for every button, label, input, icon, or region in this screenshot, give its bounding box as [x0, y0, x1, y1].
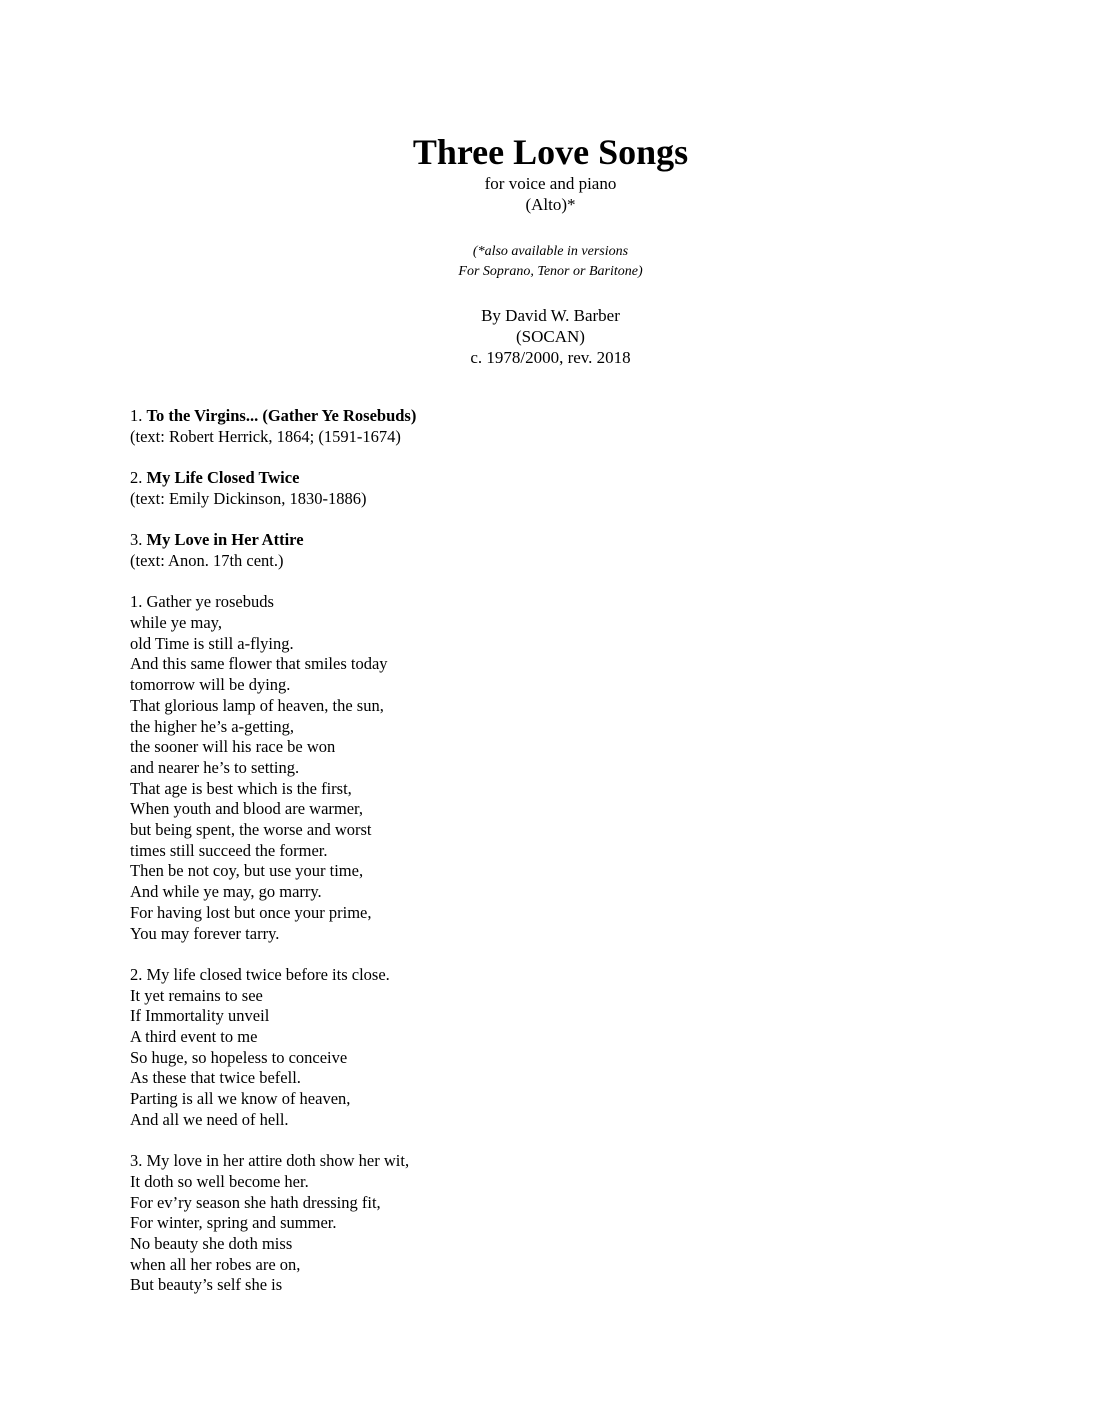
song-entry-2 [130, 468, 930, 509]
lyric-line: It yet remains to see [130, 985, 263, 1005]
lyric-line: And this same flower that smiles today [130, 654, 388, 674]
lyrics-stanza-2 [130, 965, 930, 1131]
lyric-line: A third event to me [130, 1027, 258, 1047]
versions-note-line-1: (*also available in versions [472, 244, 629, 259]
song-entry-3 [130, 530, 930, 571]
lyric-line: and nearer he’s to setting. [130, 757, 300, 777]
lyric-line: If Immortality unveil [130, 1006, 270, 1026]
byline-affiliation: (SOCAN) [516, 327, 585, 346]
lyric-line: And all we need of hell. [130, 1109, 289, 1129]
lyric-line: while ye may, [130, 612, 222, 632]
song-credit: (text: Anon. 17th cent.) [130, 550, 284, 570]
lyric-line: the higher he’s a-getting, [130, 716, 295, 736]
lyric-line: when all her robes are on, [130, 1254, 301, 1274]
lyric-line: 1. Gather ye rosebuds [130, 592, 274, 612]
lyric-line: You may forever tarry. [130, 923, 280, 943]
lyric-line: old Time is still a-flying. [130, 633, 294, 653]
versions-note-line-2: For Soprano, Tenor or Baritone) [458, 264, 643, 279]
subtitle-instrumentation: for voice and piano [484, 174, 617, 193]
song-number: 2. [130, 468, 147, 488]
lyric-line: So huge, so hopeless to conceive [130, 1047, 348, 1067]
lyric-line: the sooner will his race be won [130, 737, 336, 757]
byline-date: c. 1978/2000, rev. 2018 [470, 348, 631, 367]
lyric-line: 3. My love in her attire doth show her wit, [130, 1151, 410, 1171]
song-list [130, 406, 930, 572]
lyric-line: 2. My life closed twice before its close. [130, 964, 390, 984]
lyric-line: That glorious lamp of heaven, the sun, [130, 695, 384, 715]
document-header [0, 131, 1101, 368]
document-body [130, 406, 930, 1296]
song-title: My Life Closed Twice [146, 468, 300, 488]
lyric-line: For ev’ry season she hath dressing fit, [130, 1192, 381, 1212]
lyric-line: tomorrow will be dying. [130, 675, 291, 695]
lyric-line: Parting is all we know of heaven, [130, 1089, 351, 1109]
song-credit: (text: Emily Dickinson, 1830-1886) [130, 488, 367, 508]
lyric-line: but being spent, the worse and worst [130, 820, 372, 840]
subtitle-voice: (Alto)* [525, 195, 576, 214]
byline-author: By David W. Barber [481, 306, 620, 325]
lyric-line: It doth so well become her. [130, 1171, 309, 1191]
song-title: To the Virgins... (Gather Ye Rosebuds) [146, 406, 417, 425]
lyric-line: For having lost but once your prime, [130, 902, 372, 922]
lyric-line: When youth and blood are warmer, [130, 799, 364, 819]
lyric-line: For winter, spring and summer. [130, 1213, 337, 1233]
song-credit: (text: Robert Herrick, 1864; (1591-1674) [130, 426, 401, 446]
song-title: My Love in Her Attire [146, 530, 304, 550]
lyric-line: And while ye may, go marry. [130, 882, 322, 902]
song-number: 1. [130, 406, 147, 425]
lyric-line: That age is best which is the first, [130, 778, 352, 798]
lyric-line: times still succeed the former. [130, 840, 328, 860]
lyrics-stanza-3 [130, 1151, 930, 1296]
song-number: 3. [130, 530, 147, 550]
lyric-line: Then be not coy, but use your time, [130, 861, 364, 881]
lyric-line: No beauty she doth miss [130, 1234, 293, 1254]
lyrics-stanza-1 [130, 592, 930, 944]
lyric-line: But beauty’s self she is [130, 1275, 283, 1295]
document-title: Three Love Songs [412, 132, 689, 172]
song-entry-1 [130, 406, 930, 447]
lyric-line: As these that twice befell. [130, 1068, 301, 1088]
